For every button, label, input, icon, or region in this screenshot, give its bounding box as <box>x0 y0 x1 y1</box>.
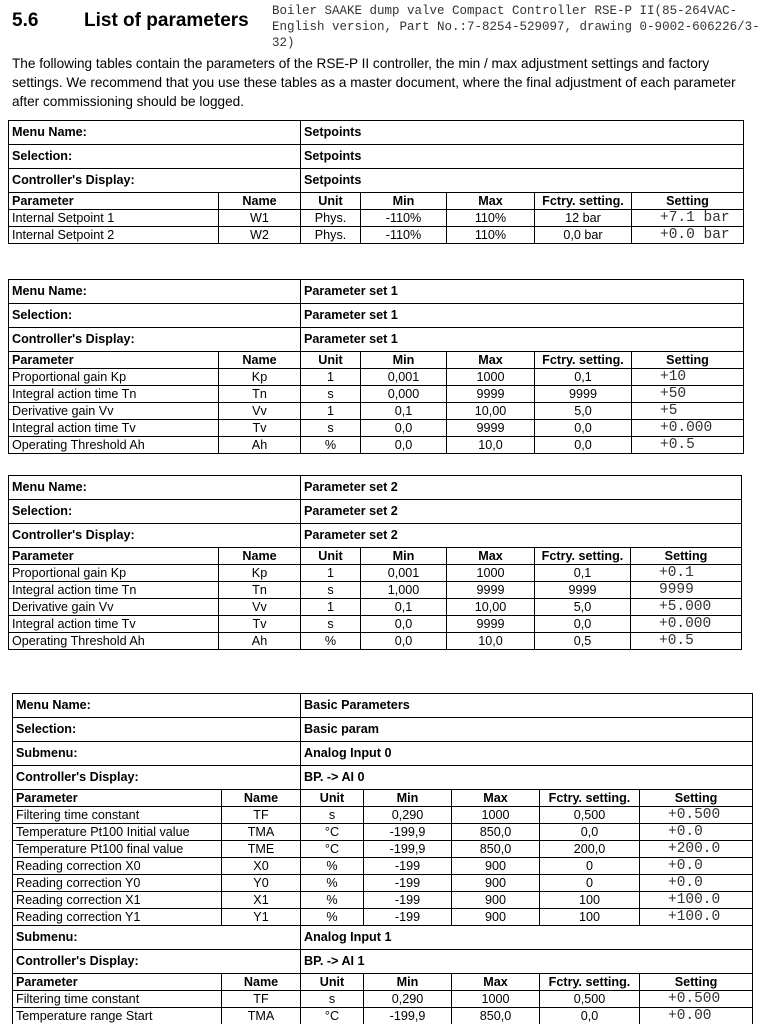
cell-min: 0,290 <box>364 807 452 824</box>
cell-parameter: Internal Setpoint 1 <box>9 210 219 227</box>
cell-factory: 0,1 <box>535 565 631 582</box>
cell-setting: +50 <box>632 386 744 403</box>
meta-label: Selection: <box>9 500 301 524</box>
cell-factory: 0 <box>540 858 640 875</box>
display-row <box>13 766 753 790</box>
submenu-row <box>13 742 753 766</box>
meta-label: Selection: <box>9 145 301 169</box>
cell-unit: Phys. <box>301 210 361 227</box>
cell-parameter: Reading correction X1 <box>13 892 222 909</box>
table-row <box>13 807 753 824</box>
section-number: 5.6 <box>12 10 39 31</box>
col-header-name: Name <box>219 193 301 210</box>
cell-max: 1000 <box>452 807 540 824</box>
table-row <box>9 369 744 386</box>
cell-min: 0,0 <box>361 616 447 633</box>
meta-value: Parameter set 2 <box>301 500 742 524</box>
parameter-set-2-table <box>8 475 742 650</box>
table-row <box>9 599 742 616</box>
meta-value: Parameter set 1 <box>301 304 744 328</box>
cell-parameter: Derivative gain Vv <box>9 599 219 616</box>
meta-value: Parameter set 2 <box>301 524 742 548</box>
cell-min: 0,0 <box>361 437 447 454</box>
meta-label: Selection: <box>9 304 301 328</box>
col-header-name: Name <box>222 974 301 991</box>
cell-unit: 1 <box>301 599 361 616</box>
meta-value: Analog Input 0 <box>301 742 753 766</box>
selection-row <box>13 718 753 742</box>
col-header-setting: Setting <box>632 352 744 369</box>
cell-setting: 9999 <box>631 582 742 599</box>
cell-name: Tn <box>219 582 301 599</box>
cell-setting: +0.000 <box>631 616 742 633</box>
col-header-factory: Fctry. setting. <box>535 352 632 369</box>
cell-parameter: Derivative gain Vv <box>9 403 219 420</box>
cell-name: X1 <box>222 892 301 909</box>
col-header-setting: Setting <box>640 974 753 991</box>
meta-label: Controller's Display: <box>9 328 301 352</box>
col-header-min: Min <box>364 790 452 807</box>
meta-label: Controller's Display: <box>13 766 301 790</box>
table-row <box>9 420 744 437</box>
cell-factory: 0,500 <box>540 991 640 1008</box>
meta-label: Menu Name: <box>9 121 301 145</box>
cell-parameter: Reading correction Y0 <box>13 875 222 892</box>
cell-unit: % <box>301 892 364 909</box>
col-header-max: Max <box>447 193 535 210</box>
cell-setting: +5.000 <box>631 599 742 616</box>
col-header-unit: Unit <box>301 790 364 807</box>
meta-label: Submenu: <box>13 926 301 950</box>
cell-setting: +7.1 bar <box>632 210 744 227</box>
col-header-min: Min <box>361 548 447 565</box>
cell-name: Tn <box>219 386 301 403</box>
meta-label: Selection: <box>13 718 301 742</box>
column-header-row <box>9 548 742 565</box>
cell-name: W2 <box>219 227 301 244</box>
col-header-min: Min <box>361 352 447 369</box>
col-header-max: Max <box>447 352 535 369</box>
col-header-factory: Fctry. setting. <box>540 974 640 991</box>
cell-name: Vv <box>219 599 301 616</box>
display-row <box>9 169 744 193</box>
meta-value: Setpoints <box>301 169 744 193</box>
cell-unit: °C <box>301 824 364 841</box>
cell-unit: s <box>301 991 364 1008</box>
meta-value: Parameter set 2 <box>301 476 742 500</box>
cell-parameter: Temperature Pt100 Initial value <box>13 824 222 841</box>
col-header-parameter: Parameter <box>13 790 222 807</box>
cell-parameter: Filtering time constant <box>13 991 222 1008</box>
cell-max: 900 <box>452 858 540 875</box>
cell-factory: 9999 <box>535 386 632 403</box>
cell-min: 0,290 <box>364 991 452 1008</box>
display-row <box>9 328 744 352</box>
meta-value: Parameter set 1 <box>301 280 744 304</box>
cell-factory: 9999 <box>535 582 631 599</box>
cell-max: 10,00 <box>447 599 535 616</box>
meta-value: Parameter set 1 <box>301 328 744 352</box>
cell-name: Tv <box>219 420 301 437</box>
parameter-set-1-table <box>8 279 744 454</box>
col-header-parameter: Parameter <box>13 974 222 991</box>
cell-parameter: Filtering time constant <box>13 807 222 824</box>
meta-value: Analog Input 1 <box>301 926 753 950</box>
cell-factory: 12 bar <box>535 210 632 227</box>
menu-name-row <box>9 476 742 500</box>
cell-unit: 1 <box>301 403 361 420</box>
cell-parameter: Internal Setpoint 2 <box>9 227 219 244</box>
cell-name: Y0 <box>222 875 301 892</box>
column-header-row <box>9 352 744 369</box>
cell-setting: +0.0 bar <box>632 227 744 244</box>
col-header-name: Name <box>219 352 301 369</box>
cell-factory: 0,5 <box>535 633 631 650</box>
cell-unit: 1 <box>301 565 361 582</box>
meta-label: Menu Name: <box>13 694 301 718</box>
basic-parameters-table <box>12 693 753 1024</box>
cell-min: -199,9 <box>364 1008 452 1024</box>
col-header-parameter: Parameter <box>9 193 219 210</box>
table-row <box>13 824 753 841</box>
cell-max: 1000 <box>452 991 540 1008</box>
cell-factory: 5,0 <box>535 599 631 616</box>
cell-min: -199,9 <box>364 841 452 858</box>
cell-min: 0,000 <box>361 386 447 403</box>
column-header-row <box>13 790 753 807</box>
cell-max: 900 <box>452 909 540 926</box>
col-header-setting: Setting <box>640 790 753 807</box>
menu-name-row <box>13 694 753 718</box>
menu-name-row <box>9 280 744 304</box>
col-header-max: Max <box>452 790 540 807</box>
cell-setting: +0.0 <box>640 824 753 841</box>
cell-setting: +10 <box>632 369 744 386</box>
cell-parameter: Proportional gain Kp <box>9 369 219 386</box>
handwritten-header-note: Boiler SAAKE dump valve Compact Controller RSE-P II(85-264VAC- English version, Part No.:7-8254-529097, drawing 0-9002-606226/3-32) <box>272 4 760 50</box>
col-header-min: Min <box>364 974 452 991</box>
cell-unit: °C <box>301 1008 364 1024</box>
cell-min: -110% <box>361 210 447 227</box>
cell-unit: s <box>301 616 361 633</box>
cell-name: TF <box>222 807 301 824</box>
col-header-factory: Fctry. setting. <box>535 548 631 565</box>
cell-name: Tv <box>219 616 301 633</box>
cell-setting: +0.500 <box>640 991 753 1008</box>
table-row <box>13 858 753 875</box>
cell-min: 0,0 <box>361 420 447 437</box>
cell-max: 1000 <box>447 369 535 386</box>
cell-unit: °C <box>301 841 364 858</box>
col-header-unit: Unit <box>301 974 364 991</box>
meta-label: Submenu: <box>13 742 301 766</box>
cell-max: 900 <box>452 875 540 892</box>
table-row <box>9 403 744 420</box>
cell-min: 0,001 <box>361 565 447 582</box>
cell-unit: % <box>301 875 364 892</box>
cell-setting: +0.5 <box>632 437 744 454</box>
cell-min: 1,000 <box>361 582 447 599</box>
cell-min: -110% <box>361 227 447 244</box>
cell-factory: 0,1 <box>535 369 632 386</box>
cell-unit: 1 <box>301 369 361 386</box>
cell-unit: % <box>301 437 361 454</box>
cell-unit: s <box>301 807 364 824</box>
col-header-unit: Unit <box>301 548 361 565</box>
cell-setting: +0.00 <box>640 1008 753 1024</box>
cell-name: Kp <box>219 369 301 386</box>
table-row <box>9 633 742 650</box>
col-header-factory: Fctry. setting. <box>535 193 632 210</box>
cell-parameter: Reading correction Y1 <box>13 909 222 926</box>
meta-value: Setpoints <box>301 121 744 145</box>
cell-name: X0 <box>222 858 301 875</box>
cell-parameter: Integral action time Tn <box>9 582 219 599</box>
cell-factory: 0,0 <box>540 824 640 841</box>
meta-value: Setpoints <box>301 145 744 169</box>
cell-name: W1 <box>219 210 301 227</box>
cell-unit: % <box>301 633 361 650</box>
cell-name: Ah <box>219 633 301 650</box>
cell-factory: 0,0 <box>535 437 632 454</box>
display-row <box>13 950 753 974</box>
cell-min: 0,1 <box>361 403 447 420</box>
cell-min: 0,0 <box>361 633 447 650</box>
setpoints-table <box>8 120 744 244</box>
selection-row <box>9 145 744 169</box>
col-header-unit: Unit <box>301 352 361 369</box>
col-header-max: Max <box>452 974 540 991</box>
intro-paragraph: The following tables contain the parameters of the RSE-P II controller, the min / max adjustment settings and factory settings. We recommend that you use these tables as a master document, where the final adjustment of each parameter after commissioning should be logged. <box>12 56 736 109</box>
cell-max: 10,0 <box>447 633 535 650</box>
col-header-unit: Unit <box>301 193 361 210</box>
cell-max: 10,0 <box>447 437 535 454</box>
meta-label: Controller's Display: <box>13 950 301 974</box>
table-row <box>13 875 753 892</box>
table-row <box>9 437 744 454</box>
cell-min: -199 <box>364 892 452 909</box>
cell-parameter: Proportional gain Kp <box>9 565 219 582</box>
table-row <box>13 909 753 926</box>
cell-factory: 0,0 <box>535 420 632 437</box>
cell-max: 900 <box>452 892 540 909</box>
cell-max: 9999 <box>447 420 535 437</box>
meta-label: Controller's Display: <box>9 524 301 548</box>
cell-parameter: Integral action time Tv <box>9 616 219 633</box>
section-title: List of parameters <box>84 10 249 31</box>
cell-unit: s <box>301 386 361 403</box>
cell-setting: +0.500 <box>640 807 753 824</box>
col-header-setting: Setting <box>632 193 744 210</box>
cell-min: 0,001 <box>361 369 447 386</box>
cell-parameter: Temperature Pt100 final value <box>13 841 222 858</box>
cell-min: 0,1 <box>361 599 447 616</box>
selection-row <box>9 304 744 328</box>
table-row <box>13 991 753 1008</box>
meta-value: Basic param <box>301 718 753 742</box>
cell-setting: +0.000 <box>632 420 744 437</box>
cell-factory: 0,500 <box>540 807 640 824</box>
cell-unit: % <box>301 909 364 926</box>
meta-value: BP. -> AI 1 <box>301 950 753 974</box>
column-header-row <box>9 193 744 210</box>
cell-setting: +100.0 <box>640 909 753 926</box>
col-header-setting: Setting <box>631 548 742 565</box>
cell-unit: Phys. <box>301 227 361 244</box>
cell-setting: +0.1 <box>631 565 742 582</box>
table-row <box>9 386 744 403</box>
table-row <box>9 210 744 227</box>
cell-min: -199 <box>364 858 452 875</box>
cell-unit: s <box>301 420 361 437</box>
cell-factory: 0,0 bar <box>535 227 632 244</box>
cell-name: Vv <box>219 403 301 420</box>
cell-max: 1000 <box>447 565 535 582</box>
cell-min: -199 <box>364 909 452 926</box>
cell-max: 850,0 <box>452 824 540 841</box>
cell-setting: +200.0 <box>640 841 753 858</box>
table-row <box>9 582 742 599</box>
cell-parameter: Operating Threshold Ah <box>9 633 219 650</box>
col-header-parameter: Parameter <box>9 548 219 565</box>
submenu-row <box>13 926 753 950</box>
cell-name: TMA <box>222 824 301 841</box>
cell-parameter: Operating Threshold Ah <box>9 437 219 454</box>
cell-max: 850,0 <box>452 1008 540 1024</box>
col-header-min: Min <box>361 193 447 210</box>
cell-min: -199,9 <box>364 824 452 841</box>
meta-value: BP. -> AI 0 <box>301 766 753 790</box>
cell-parameter: Integral action time Tv <box>9 420 219 437</box>
cell-unit: % <box>301 858 364 875</box>
cell-factory: 0 <box>540 875 640 892</box>
cell-name: Ah <box>219 437 301 454</box>
col-header-factory: Fctry. setting. <box>540 790 640 807</box>
cell-name: Kp <box>219 565 301 582</box>
column-header-row <box>13 974 753 991</box>
table-row <box>9 227 744 244</box>
table-row <box>9 616 742 633</box>
table-row <box>13 892 753 909</box>
cell-max: 10,00 <box>447 403 535 420</box>
cell-parameter: Temperature range Start <box>13 1008 222 1024</box>
cell-max: 850,0 <box>452 841 540 858</box>
col-header-max: Max <box>447 548 535 565</box>
cell-max: 110% <box>447 210 535 227</box>
cell-max: 9999 <box>447 386 535 403</box>
cell-factory: 100 <box>540 892 640 909</box>
cell-max: 9999 <box>447 616 535 633</box>
cell-parameter: Integral action time Tn <box>9 386 219 403</box>
menu-name-row <box>9 121 744 145</box>
col-header-name: Name <box>222 790 301 807</box>
cell-unit: s <box>301 582 361 599</box>
cell-setting: +0.5 <box>631 633 742 650</box>
cell-setting: +0.0 <box>640 858 753 875</box>
selection-row <box>9 500 742 524</box>
cell-factory: 0,0 <box>540 1008 640 1024</box>
cell-name: Y1 <box>222 909 301 926</box>
display-row <box>9 524 742 548</box>
cell-factory: 5,0 <box>535 403 632 420</box>
meta-label: Controller's Display: <box>9 169 301 193</box>
table-row <box>13 1008 753 1024</box>
cell-factory: 0,0 <box>535 616 631 633</box>
cell-setting: +0.0 <box>640 875 753 892</box>
cell-name: TF <box>222 991 301 1008</box>
table-row <box>13 841 753 858</box>
cell-min: -199 <box>364 875 452 892</box>
cell-name: TMA <box>222 1008 301 1024</box>
meta-value: Basic Parameters <box>301 694 753 718</box>
cell-max: 9999 <box>447 582 535 599</box>
table-row <box>9 565 742 582</box>
col-header-name: Name <box>219 548 301 565</box>
meta-label: Menu Name: <box>9 476 301 500</box>
cell-setting: +100.0 <box>640 892 753 909</box>
cell-parameter: Reading correction X0 <box>13 858 222 875</box>
cell-setting: +5 <box>632 403 744 420</box>
cell-name: TME <box>222 841 301 858</box>
col-header-parameter: Parameter <box>9 352 219 369</box>
meta-label: Menu Name: <box>9 280 301 304</box>
cell-factory: 200,0 <box>540 841 640 858</box>
cell-factory: 100 <box>540 909 640 926</box>
cell-max: 110% <box>447 227 535 244</box>
